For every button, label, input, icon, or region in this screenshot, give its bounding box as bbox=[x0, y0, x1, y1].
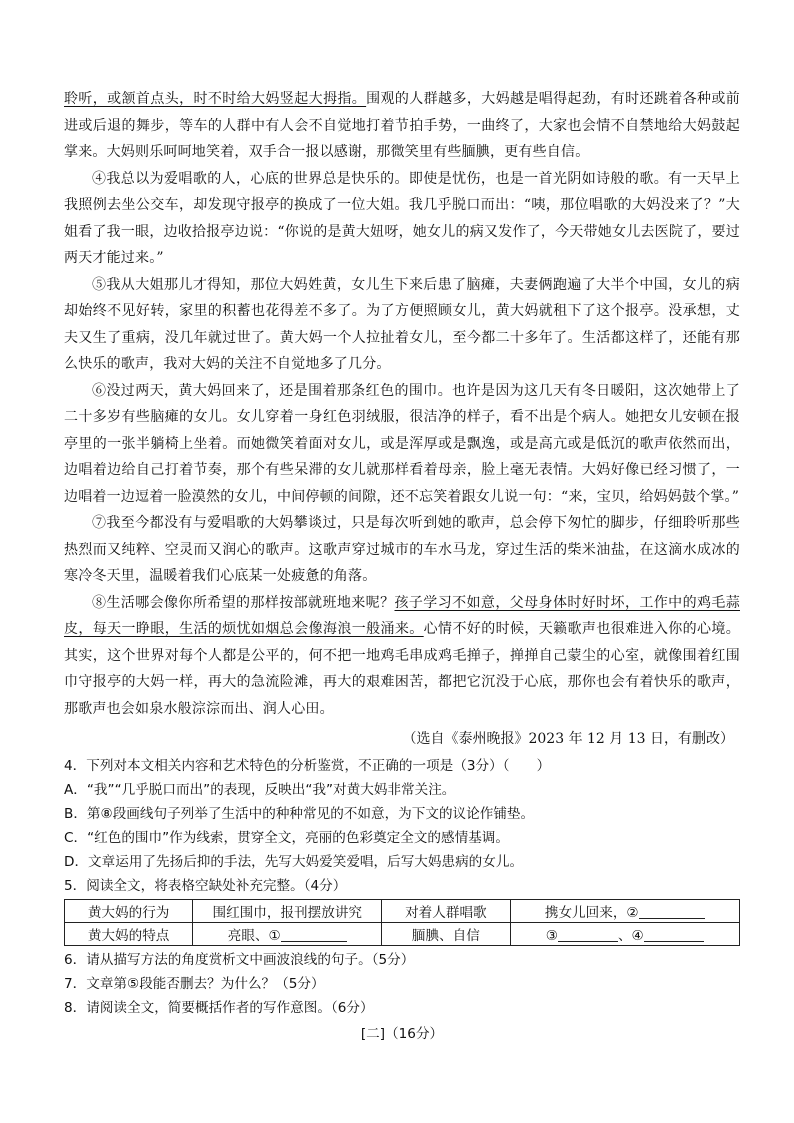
underlined-sentence: 聆听，或颔首点头，时不时给大妈竖起大拇指。 bbox=[64, 91, 367, 107]
question-5: 5．阅读全文，将表格空缺处补充完整。（4分） bbox=[64, 878, 347, 894]
option-d: D．文章运用了先扬后抑的手法，先写大妈爱笑爱唱，后写大妈患病的女儿。 bbox=[64, 854, 524, 870]
paragraph-3-end bbox=[64, 86, 740, 166]
cell-text: 携女儿回来，② bbox=[544, 905, 639, 921]
table-cell: 腼腆、自信 bbox=[382, 923, 510, 946]
exam-page bbox=[64, 86, 740, 1060]
question-6: 6．请从描写方法的角度赏析文中画波浪线的句子。（5分） bbox=[64, 952, 415, 968]
answer-blank[interactable] bbox=[558, 927, 618, 942]
answer-blank[interactable] bbox=[281, 927, 347, 942]
paragraph-6: ⑥没过两天，黄大妈回来了，还是围着那条红色的围巾。也许是因为这几天有冬日暖阳，这次她带上了二十多岁有些脑瘫的女儿。女儿穿着一身红色羽绒服，很洁净的样子，看不出是个病人。她把女儿安顿在报亭里的一张半躺椅上坐着。而她微笑着面对女儿，或是浑厚或是飘逸，或是高亢或是低沉的歌声依然而出，边唱着边给自己打着节奏，那个有些呆滞的女儿就那样看着母亲，脸上毫无表情。大妈好像已经习惯了，一边唱着一边逗着一脸漠然的女儿，中间停顿的间隙，还不忘笑着跟女儿说一句：“来，宝贝，给妈妈鼓个掌。” bbox=[64, 382, 740, 505]
article-source: （选自《泰州晚报》2023 年 12 月 13 日，有删改） bbox=[402, 731, 734, 747]
paragraph-text: 心情不好的时候，天籁歌声也很难进入你的心境。其实，这个世界对每个人都是公平的，何不把一地鸡毛串成鸡毛掸子，掸掸自己蒙尘的心室，就像围着红围巾守报亭的大妈一样，再大的急流险滩，再大的艰难困苦，都把它沉没于心底，那你也会有着快乐的歌声，那歌声也会如泉水般淙淙而出、润人心田。 bbox=[64, 621, 740, 717]
paragraph-8 bbox=[64, 590, 740, 723]
paragraph-text: ⑧生活哪会像你所希望的那样按部就班地来呢？ bbox=[92, 594, 395, 611]
table-cell: 黄大妈的特点 bbox=[65, 923, 193, 946]
question-4: 4．下列对本文相关内容和艺术特色的分析鉴赏，不正确的一项是（3分）（ ） bbox=[64, 758, 551, 774]
answer-blank[interactable] bbox=[644, 927, 704, 942]
paragraph-7: ⑦我至今都没有与爱唱歌的大妈攀谈过，只是每次听到她的歌声，总会停下匆忙的脚步，仔细聆听那些热烈而又纯粹、空灵而又润心的歌声。这歌声穿过城市的车水马龙，穿过生活的柴米油盐，在这滴水成冰的寒冷冬天里，温暖着我们心底某一处疲惫的角落。 bbox=[64, 515, 740, 584]
fill-in-table bbox=[64, 899, 740, 946]
paragraph-text: 围观的人群越多，大妈越是唱得起劲，有时还跳着各种或前进或后退的舞步，等车的人群中有人会不自觉地打着节拍手势，一曲终了，大家也会情不自禁地给大妈鼓起掌来。大妈则乐呵呵地笑着，双手合一报以感谢，那微笑里有些腼腆，更有些自信。 bbox=[64, 91, 740, 160]
table-cell: 围红围巾，报刊摆放讲究 bbox=[193, 900, 382, 923]
paragraph-4: ④我总以为爱唱歌的人，心底的世界总是快乐的。即使是忧伤，也是一首光阴如诗般的歌。有一天早上我照例去坐公交车，却发现守报亭的换成了一位大姐。我几乎脱口而出：“咦，那位唱歌的大妈没来了？”大姐看了我一眼，边收拾报亭边说：“你说的是黄大妞呀，她女儿的病又发作了，今天带她女儿去医院了，要过两天才能过来。” bbox=[64, 170, 740, 266]
table-row bbox=[65, 923, 740, 946]
option-b: B．第⑧段画线句子列举了生活中的种种常见的不如意，为下文的议论作铺垫。 bbox=[64, 806, 535, 822]
paragraph-5: ⑤我从大姐那儿才得知，那位大妈姓黄，女儿生下来后患了脑瘫，夫妻俩跑遍了大半个中国，女儿的病却始终不见好转，家里的积蓄也花得差不多了。为了方便照顾女儿，黄大妈就租下了这个报亭。没承想，丈夫又生了重病，没几年就过世了。黄大妈一个人拉扯着女儿，至今都二十多年了。生活都这样了，还能有那么快乐的歌声，我对大妈的关注不自觉地多了几分。 bbox=[64, 276, 740, 372]
question-7: 7．文章第⑤段能否删去？为什么？（5分） bbox=[64, 976, 325, 992]
cell-text: ③ bbox=[545, 928, 558, 944]
cell-text: 亮眼、① bbox=[227, 928, 281, 944]
answer-blank[interactable] bbox=[639, 904, 705, 919]
table-cell: 黄大妈的行为 bbox=[65, 900, 193, 923]
underlined-sentence: 孩子学习不如意，父母身体时好时坏，工作中的鸡毛蒜皮，每天一睁眼，生活的烦忧如烟总会像海浪一般涌来。 bbox=[64, 594, 740, 637]
table-row bbox=[65, 900, 740, 923]
option-a: A．“我”“几乎脱口而出”的表现，反映出“我”对黄大妈非常关注。 bbox=[64, 782, 456, 798]
table-cell bbox=[510, 900, 740, 923]
table-cell bbox=[510, 923, 740, 946]
table-cell: 对着人群唱歌 bbox=[382, 900, 510, 923]
question-8: 8．请阅读全文，简要概括作者的写作意图。（6分） bbox=[64, 1000, 374, 1016]
section-heading: [二]（16分） bbox=[360, 1026, 444, 1042]
option-c: C．“红色的围巾”作为线索，贯穿全文，亮丽的色彩奠定全文的感情基调。 bbox=[64, 830, 509, 846]
cell-text: 、④ bbox=[617, 928, 644, 944]
table-cell bbox=[193, 923, 382, 946]
